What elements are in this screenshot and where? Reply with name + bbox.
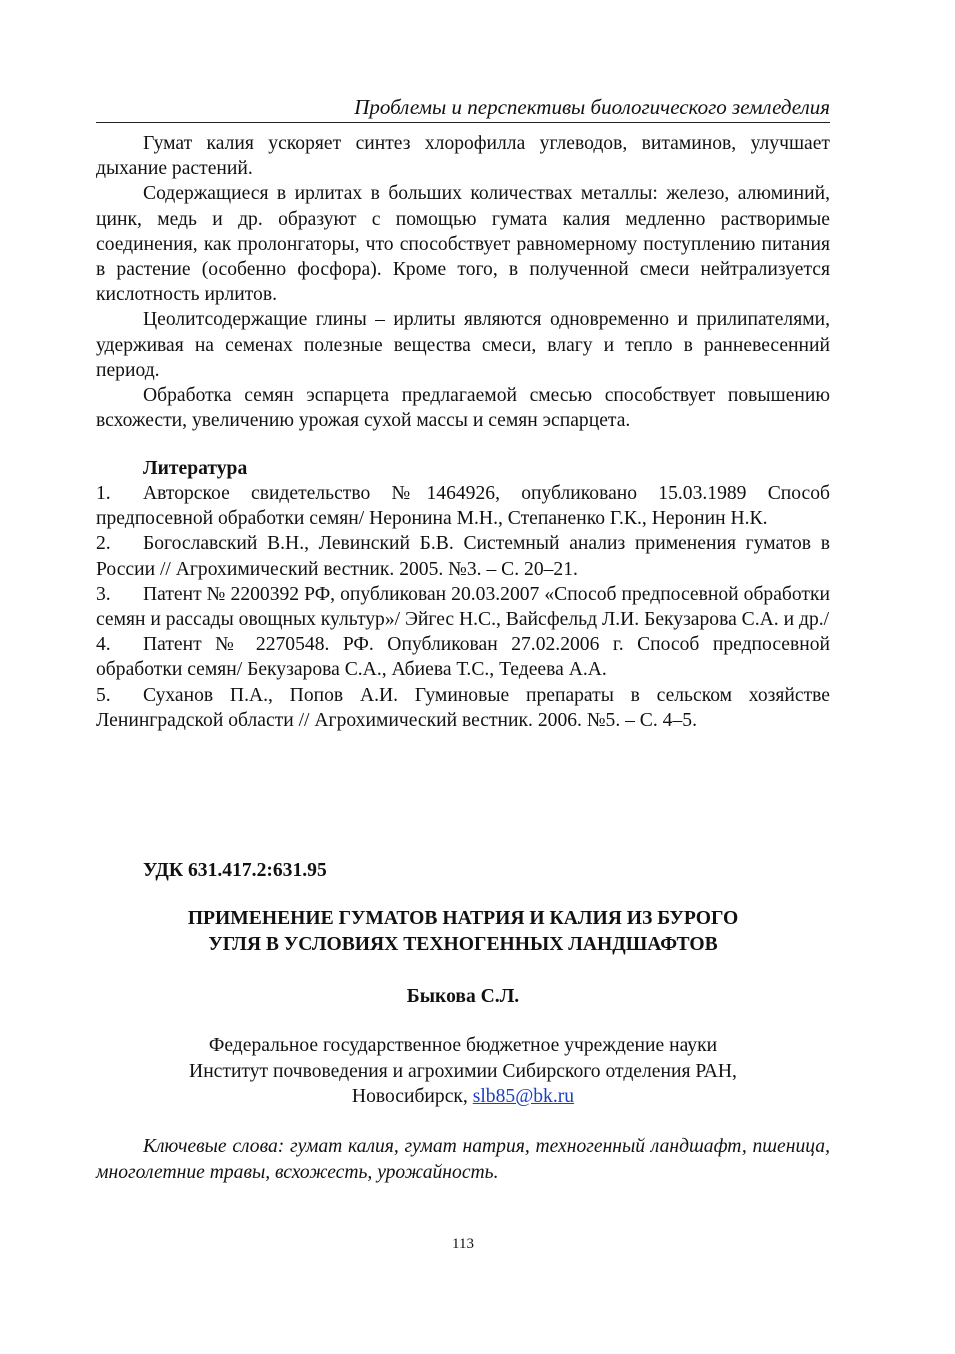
- reference-text: Авторское свидетельство №1464926, опубликовано 15.03.1989 Способ предпосевной обработки семян/ Неронина М.Н., Степаненко Г.К., Неронин Н.К.: [96, 483, 830, 530]
- affiliation-line: [96, 1084, 830, 1110]
- affiliation: [96, 1033, 830, 1110]
- udk-code: УДК 631.417.2:631.95: [143, 860, 327, 881]
- running-header: Проблемы и перспективы биологического земледелия: [96, 94, 830, 123]
- body-text: [96, 131, 830, 433]
- reference-item: [96, 531, 830, 581]
- email-link[interactable]: slb85@bk.ru: [472, 1086, 575, 1107]
- paragraph: Содержащиеся в ирлитах в больших количествах металлы: железо, алюминий, цинк, медь и др. образуют с помощью гумата калия медленно растворимые соединения, как пролонгаторы, что способствует равномерному поступлению питания в растение (особенно фосфора). Кроме того, в полученной смеси нейтрализуется кислотность ирлитов.: [96, 183, 830, 306]
- reference-item: [96, 582, 830, 632]
- reference-item: [96, 632, 830, 682]
- reference-number: 2.: [96, 533, 111, 555]
- author-name: Быкова С.Л.: [406, 986, 520, 1007]
- paragraph: Цеолитсодержащие глины – ирлиты являются одновременно и прилипателями, удерживая на семенах полезные вещества смеси, влагу и тепло в ранневесенний период.: [96, 309, 830, 381]
- reference-number: 4.: [96, 634, 111, 656]
- keywords: Ключевые слова: гумат калия, гумат натрия, техногенный ландшафт, пшеница, многолетние травы, всхожесть, урожайность.: [96, 1136, 830, 1183]
- reference-item: [96, 481, 830, 531]
- affiliation-city: Новосибирск,: [351, 1086, 468, 1107]
- reference-item: [96, 683, 830, 733]
- reference-list: [96, 481, 830, 733]
- reference-text: Богославский В.Н., Левинский Б.В. Системный анализ применения гуматов в России // Агрохимический вестник. 2005. №3. – С. 20–21.: [96, 533, 830, 580]
- article-title-line: ПРИМЕНЕНИЕ ГУМАТОВ НАТРИЯ И КАЛИЯ ИЗ БУРОГО: [187, 908, 739, 929]
- reference-number: 1.: [96, 483, 111, 504]
- page-number: 113: [452, 1236, 474, 1252]
- article-title: [96, 906, 830, 957]
- reference-text: Патент № 2200392 РФ, опубликован 20.03.2007 «Способ предпосевной обработки семян и рассады овощных культур»/ Эйгес Н.С., Вайсфельд Л.И. Бекузарова С.А. и др./: [96, 583, 830, 631]
- reference-number: 3.: [96, 583, 111, 605]
- reference-text: Патент № 2270548. РФ. Опубликован 27.02.2006 г. Способ предпосевной обработки семян/ Бекузарова С.А., Абиева Т.С., Тедеева А.А.: [96, 634, 830, 681]
- article-title-line: УГЛЯ В УСЛОВИЯХ ТЕХНОГЕННЫХ ЛАНДШАФТОВ: [208, 933, 718, 955]
- affiliation-line: Федеральное государственное бюджетное учреждение науки: [208, 1035, 718, 1056]
- paragraph: Гумат калия ускоряет синтез хлорофилла углеводов, витаминов, улучшает дыхание растений.: [96, 133, 830, 180]
- reference-text: Суханов П.А., Попов А.И. Гуминовые препараты в сельском хозяйстве Ленинградской области // Агрохимический вестник. 2006. №5. – С. 4–5.: [96, 684, 830, 731]
- reference-number: 5.: [96, 684, 111, 706]
- affiliation-line: Институт почвоведения и агрохимии Сибирского отделения РАН,: [189, 1060, 737, 1082]
- literature-heading: Литература: [143, 458, 248, 479]
- paragraph: Обработка семян эспарцета предлагаемой смесью способствует повышению всхожести, увеличению урожая сухой массы и семян эспарцета.: [96, 385, 830, 432]
